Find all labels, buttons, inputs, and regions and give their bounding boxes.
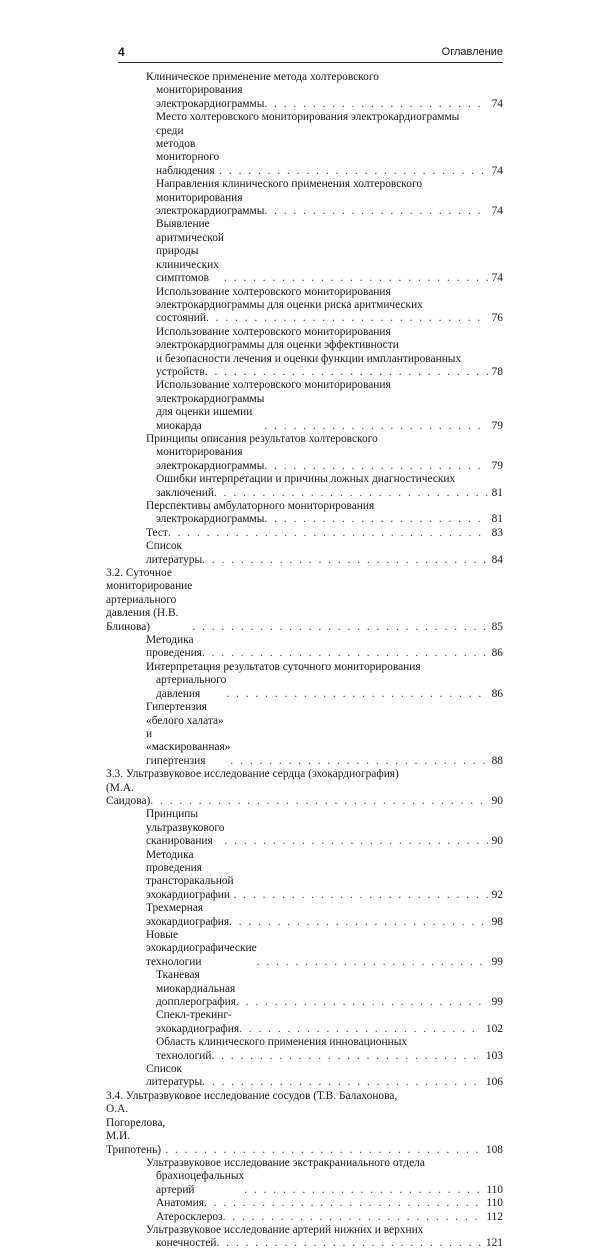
toc-entry-title: Ошибки интерпретации и причины ложных диагностических: [156, 473, 456, 486]
toc-line: [106, 125, 503, 179]
dot-leader: [257, 956, 488, 969]
toc-entry-title: Методика проведения трансторакальной эхокардиографии: [146, 848, 234, 901]
dot-leader: [239, 1023, 482, 1036]
toc-line: [106, 1211, 503, 1224]
toc-entry-title: Список литературы: [146, 540, 203, 566]
toc-line: [106, 339, 503, 352]
toc-line: [106, 312, 503, 325]
dot-leader: [211, 1050, 481, 1063]
toc-entry-title: Направления клинического применения холтеровского: [156, 178, 423, 191]
toc-page-number: 112: [486, 1210, 503, 1223]
toc-entry-title: Принципы ультразвукового сканирования: [146, 808, 225, 848]
toc-line: [106, 567, 503, 634]
toc-line: [106, 768, 503, 781]
dot-leader: [202, 554, 487, 567]
dot-leader: [230, 755, 487, 768]
toc-entry-title: Тест: [146, 526, 168, 539]
toc-entry-title: Область клинического применения инновационных: [156, 1036, 408, 1049]
toc-line: [106, 929, 503, 969]
toc-line: [106, 500, 503, 513]
toc-entry-title: артериального давления: [156, 674, 227, 700]
toc-entry-title: (М.А. Саидова): [106, 781, 151, 807]
toc-line: [106, 1063, 503, 1090]
toc-page-number: 90: [491, 794, 503, 807]
dot-leader: [217, 1237, 482, 1250]
toc-page-number: 110: [486, 1197, 503, 1210]
toc-entry-title: среди методов мониторного наблюдения: [156, 124, 220, 177]
toc-line: [106, 299, 503, 312]
toc-entry-title: электрокардиограммы для оценки эффективности: [156, 339, 399, 352]
toc-page-number: 88: [491, 754, 503, 767]
toc-line: [106, 1036, 503, 1049]
dot-leader: [229, 916, 488, 929]
toc-page-number: 81: [491, 486, 503, 499]
toc-line: [106, 661, 503, 674]
dot-leader: [264, 513, 487, 526]
toc-line: [106, 353, 503, 366]
toc-line: [106, 634, 503, 661]
toc-page-number: 74: [491, 97, 503, 110]
toc-entry-title: и безопасности лечения и оценки функции имплантированных: [156, 352, 462, 365]
dot-leader: [205, 366, 488, 379]
toc-page-number: 99: [491, 955, 503, 968]
toc-entry-title: электрокардиограммы для оценки риска аритмических: [156, 298, 423, 311]
toc-page-number: 84: [491, 553, 503, 566]
toc-entry-title: Трехмерная эхокардиография: [146, 902, 230, 928]
toc-entry-title: Выявление аритмической природы клинических симптомов: [156, 218, 224, 285]
dot-leader: [219, 165, 487, 178]
toc-entry-title: электрокардиограммы для оценки ишемии миокарда: [156, 392, 265, 432]
dot-leader: [202, 647, 488, 660]
toc-page-number: 102: [485, 1022, 503, 1035]
toc-line: [106, 513, 503, 526]
dot-leader: [168, 527, 488, 540]
dot-leader: [202, 1076, 482, 1089]
toc-entry-title: технологий: [156, 1049, 212, 1062]
toc-line: [106, 701, 503, 768]
toc-line: [106, 192, 503, 219]
toc-entry-title: Принципы описания результатов холтеровского: [146, 432, 378, 445]
toc-line: [106, 902, 503, 929]
toc-entry-title: брахиоцефальных артерий: [156, 1170, 245, 1196]
toc-entry-title: Использование холтеровского мониторирования: [156, 285, 391, 298]
toc-line: [106, 1197, 503, 1210]
toc-entry-title: электрокардиограммы: [156, 513, 265, 526]
toc-entry-title: конечностей: [156, 1237, 217, 1250]
toc-page-number: 108: [485, 1143, 503, 1156]
toc-line: [106, 782, 503, 809]
toc-page-number: 79: [491, 419, 503, 432]
toc-line: [106, 433, 503, 446]
dot-leader: [206, 312, 488, 325]
toc-entry-title: Использование холтеровского мониторирования: [156, 379, 391, 392]
toc-entry-title: мониторирования электрокардиограммы: [156, 84, 265, 110]
dot-leader: [214, 487, 488, 500]
toc-entry-title: Использование холтеровского мониторирования: [156, 325, 391, 338]
toc-line: [106, 527, 503, 540]
toc-entry-title: заключений: [156, 486, 214, 499]
dot-leader: [264, 98, 487, 111]
toc-entry-title: Место холтеровского мониторирования электрокардиограммы: [156, 111, 460, 124]
toc-entry-title: Список литературы: [146, 1063, 203, 1089]
toc-line: [106, 540, 503, 567]
dot-leader: [234, 889, 488, 902]
toc-line: [106, 178, 503, 191]
toc-line: [106, 674, 503, 701]
toc-entry-title: состояний: [156, 312, 206, 325]
toc-line: [106, 1170, 503, 1197]
toc-line: [106, 326, 503, 339]
page-number: 4: [118, 45, 125, 59]
toc-page-number: 90: [491, 835, 503, 848]
toc-page-number: 74: [491, 272, 503, 285]
toc-entry-title: Интерпретация результатов суточного мониторирования: [146, 660, 421, 673]
toc-page-number: 74: [491, 205, 503, 218]
toc-entry-title: Атеросклероз: [156, 1210, 223, 1223]
toc-entry-title: О.А. Погорелова, М.И. Трипотень): [106, 1103, 166, 1156]
toc-entry-title: мониторирования электрокардиограммы: [156, 191, 265, 218]
toc-line: [106, 1009, 503, 1036]
dot-leader: [224, 835, 487, 848]
toc-page-number: 86: [491, 647, 503, 660]
toc-line: [106, 473, 503, 486]
toc-line: [106, 1050, 503, 1063]
toc-page-number: 79: [491, 459, 503, 472]
toc-page-number: 78: [491, 365, 503, 378]
toc-entry-title: устройств: [156, 365, 205, 378]
toc-entry-title: Ультразвуковое исследование артерий нижних и верхних: [146, 1223, 424, 1236]
toc-line: [106, 1224, 503, 1237]
toc-page-number: 86: [491, 687, 503, 700]
toc-page-number: 103: [485, 1049, 503, 1062]
toc-page-number: 110: [486, 1183, 503, 1196]
toc-entry-title: Спекл-трекинг-эхокардиография: [156, 1009, 240, 1035]
toc-entry-title: 3.4. Ультразвуковое исследование сосудов (Т.В. Балахонова,: [106, 1089, 398, 1102]
toc-page-number: 74: [491, 164, 503, 177]
toc-page-number: 85: [491, 620, 503, 633]
toc-page-number: 98: [491, 915, 503, 928]
dot-leader: [236, 996, 488, 1009]
toc-line: [106, 71, 503, 84]
toc-entry-title: Анатомия: [156, 1197, 204, 1210]
toc-line: [106, 379, 503, 392]
toc-page-number: 99: [491, 996, 503, 1009]
dot-leader: [150, 795, 487, 808]
toc-page-number: 106: [485, 1076, 503, 1089]
toc-entry-title: 3.2. Суточное мониторирование артериального давления (Н.В. Блинова): [106, 567, 193, 633]
toc-entry-title: 3.3. Ультразвуковое исследование сердца (эхокардиография): [106, 768, 399, 781]
dot-leader: [244, 1184, 482, 1197]
toc-entry-title: Перспективы амбулаторного мониторирования: [146, 500, 375, 512]
toc-entry-title: Тканевая миокардиальная допплерография: [156, 969, 236, 1009]
toc-entry-title: Ультразвуковое исследование экстракраниального отдела: [146, 1156, 425, 1169]
table-of-contents: [106, 71, 503, 1251]
toc-line: [106, 393, 503, 433]
toc-entry-title: Клиническое применение метода холтеровского: [146, 71, 379, 83]
toc-line: [106, 1103, 503, 1157]
toc-page-number: 83: [491, 526, 503, 539]
toc-line: [106, 1090, 503, 1103]
section-title: Оглавление: [441, 46, 503, 58]
toc-line: [106, 111, 503, 124]
toc-entry-title: Методика проведения: [146, 634, 202, 660]
toc-line: [106, 808, 503, 848]
toc-line: [106, 218, 503, 285]
dot-leader: [204, 1197, 482, 1210]
dot-leader: [223, 1211, 483, 1224]
dot-leader: [264, 460, 487, 473]
toc-page-number: 92: [491, 888, 503, 901]
running-header: [118, 44, 503, 63]
toc-line: [106, 84, 503, 111]
dot-leader: [165, 1144, 482, 1157]
dot-leader: [192, 621, 487, 634]
toc-entry-title: Гипертензия «белого халата» и «маскированная» гипертензия: [146, 701, 231, 767]
toc-line: [106, 286, 503, 299]
toc-page-number: 81: [491, 513, 503, 526]
toc-line: [106, 446, 503, 473]
dot-leader: [226, 688, 487, 701]
toc-line: [106, 849, 503, 903]
toc-line: [106, 366, 503, 379]
toc-line: [106, 1237, 503, 1250]
toc-page-number: 121: [485, 1237, 503, 1250]
toc-page-number: 76: [491, 312, 503, 325]
toc-entry-title: мониторирования электрокардиограммы: [156, 446, 265, 472]
dot-leader: [224, 272, 488, 285]
toc-line: [106, 969, 503, 1009]
dot-leader: [264, 420, 487, 433]
toc-entry-title: Новые эхокардиографические технологии: [146, 929, 257, 968]
dot-leader: [264, 205, 487, 218]
toc-line: [106, 487, 503, 500]
toc-line: [106, 1157, 503, 1170]
